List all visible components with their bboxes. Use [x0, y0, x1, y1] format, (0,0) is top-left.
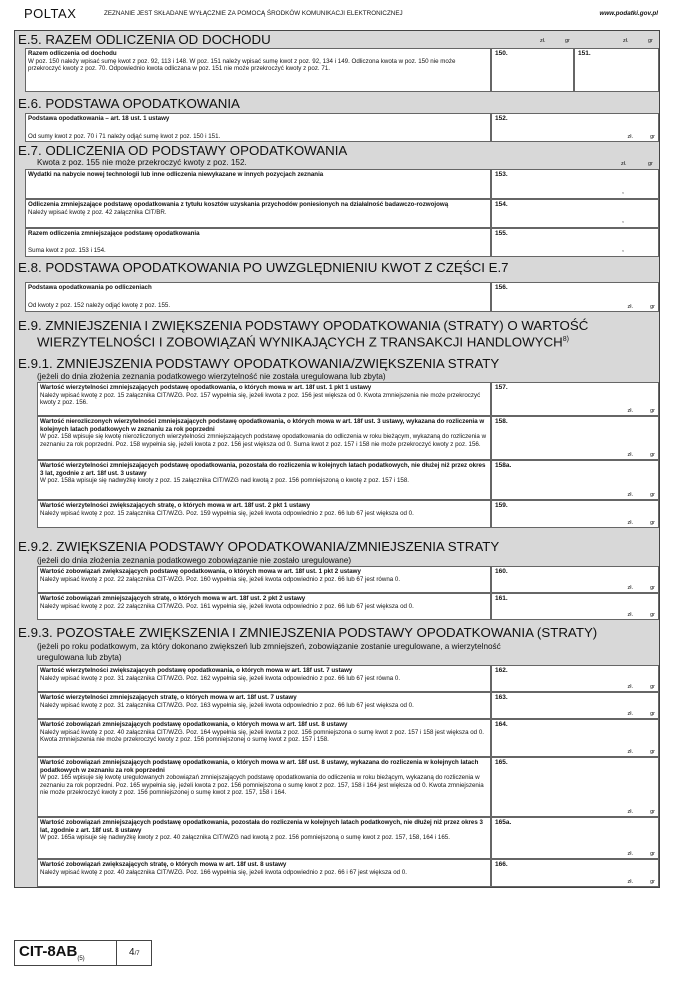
field-158a[interactable]: 158a. zł. gr	[491, 460, 659, 500]
field-161[interactable]: 161. zł. gr	[491, 593, 659, 620]
section-e91-title: E.9.1. ZMNIEJSZENIA PODSTAWY OPODATKOWANIA/ZWIĘKSZENIA STRATY	[18, 356, 500, 371]
field-163[interactable]: 163. zł. gr	[491, 692, 659, 719]
field-156[interactable]: 156. zł. gr	[491, 282, 659, 312]
section-e7-title: E.7. ODLICZENIA OD PODSTAWY OPODATKOWANIA	[18, 143, 348, 158]
section-e6-title: E.6. PODSTAWA OPODATKOWANIA	[18, 96, 240, 111]
row-159: Wartość wierzytelności zwiększających stratę, o których mowa w art. 18f ust. 2 pkt 1 ustawy Należy wpisać kwotę z poz. 15 załącznika CIT/WZG. Poz. 159 wypełnia się, jeżeli kwota odpowiednio z poz. 66 lub 67 jest większa od 0.	[37, 500, 491, 528]
row-162: Wartość wierzytelności zwiększających podstawę opodatkowania, o których mowa w art. 18f ust. 7 ustawy Należy wpisać kwotę z poz. 31 załącznika CIT/WZG. Poz. 162 wypełnia się, jeżeli kwota odpowiednio z poz. 66 lub 67 jest równa 0.	[37, 665, 491, 692]
row-150	[25, 48, 491, 92]
row-157: Wartość wierzytelności zmniejszających podstawę opodatkowania, o których mowa w art. 18f ust. 1 pkt 1 ustawy Należy wpisać kwotę z poz. 15 załącznika CIT/WZG. Poz. 157 wypełnia się, jeżeli kwota z poz. 156 jest większa od 0. Kwota zmniejszenia nie może przekroczyć kwoty z poz. 156.	[37, 382, 491, 416]
currency-gr: gr	[648, 38, 653, 44]
field-159[interactable]: 159. zł. gr	[491, 500, 659, 528]
section-e5-title: E.5. RAZEM ODLICZENIA OD DOCHODU	[18, 32, 271, 47]
row-165: Wartość zobowiązań zmniejszających podstawę opodatkowania, o których mowa w art. 18f ust. 8 ustawy, wykazana do rozliczenia w kolejnych latach podatkowych w zeznaniu za rok poprzedni W poz. 165 wpisuje się kwotę uregulowanych zobowiązań zmniejszających podstawę opodatkowania do odliczenia w roku bieżącym, wykazaną do rozliczenia w zeznaniu za rok poprzedni. Poz. 165 wypełnia się, jeżeli kwota z poz. 156 pomniejszona o sumę kwot z poz. 157, 158 i 164 jest większa od 0. Kwota zmniejszenia nie może przekroczyć kwoty z poz. 156 pomniejszonej o sumę kwot z poz. 157, 158 i 164.	[37, 757, 491, 817]
row-155: Razem odliczenia zmniejszające podstawę opodatkowania Suma kwot z poz. 153 i 154.	[25, 228, 491, 257]
row-153: Wydatki na nabycie nowej technologii lub inne odliczenia niewykazane w innych pozycjach zeznania	[25, 169, 491, 199]
row-158a: Wartość wierzytelności zmniejszających podstawę opodatkowania, pozostała do rozliczenia w kolejnych latach podatkowych, nie dłużej niż przez okres 3 lat, zgodnie z art. 18f ust. 3 ustawy W poz. 158a wpisuje się nadwyżkę kwoty z poz. 15 załącznika CIT/WZG nad kwotą z poz. 156 pomniejszoną o kwotę z poz. 157 i 158.	[37, 460, 491, 500]
row-text: W poz. 150 należy wpisać sumę kwot z poz. 92, 113 i 148. W poz. 151 należy wpisać sumę kwot z poz. 92, 134 i 149. Odliczona kwota w poz. 150 nie może przekroczyć kwoty z poz. 70. Odpowiednio kwota odliczana w poz. 151 nie może przekroczyć kwoty z poz. 71.	[28, 57, 456, 73]
section-e93-subtitle-line1: (jeżeli po roku podatkowym, za który dokonano zwiększeń lub zmniejszeń, zobowiązanie zostanie uregulowane, a wierzytelność	[37, 642, 501, 651]
row-154: Odliczenia zmniejszające podstawę opodatkowania z tytułu kosztów uzyskania przychodów poniesionych na działalność badawczo-rozwojową Należy wpisać kwotę z poz. 42 załącznika CIT/BR.	[25, 199, 491, 228]
header-url[interactable]: www.podatki.gov.pl	[599, 10, 658, 17]
row-160: Wartość zobowiązań zwiększających podstawę opodatkowania, o których mowa w art. 18f ust. 1 pkt 2 ustawy Należy wpisać kwotę z poz. 22 załącznika CIT-WZG. Poz. 160 wypełnia się, jeżeli kwota odpowiednio z poz. 66 lub 67 jest równa 0.	[37, 566, 491, 593]
page-number: 4/7	[129, 947, 140, 958]
field-154[interactable]: 154. ,	[491, 199, 659, 228]
header-note: ZEZNANIE JEST SKŁADANE WYŁĄCZNIE ZA POMOCĄ ŚRODKÓW KOMUNIKACJI ELEKTRONICZNEJ	[104, 10, 403, 17]
field-153[interactable]: 153. ,	[491, 169, 659, 199]
section-e92-subtitle: (jeżeli do dnia złożenia zeznania podatkowego zobowiązanie nie zostało uregulowane)	[37, 556, 352, 565]
field-166[interactable]: 166. zł. gr	[491, 859, 659, 887]
row-152: Podstawa opodatkowania – art. 18 ust. 1 ustawy Od sumy kwot z poz. 70 i 71 należy odjąć sumę kwot z poz. 150 i 151.	[25, 113, 491, 142]
row-165a: Wartość zobowiązań zmniejszających podstawę opodatkowania, pozostała do rozliczenia w kolejnych latach podatkowych, nie dłużej niż przez okres 3 lat, zgodnie z art. 18f ust. 8 ustawy W poz. 165a wpisuje się nadwyżkę kwoty z poz. 40 załącznika CIT/WZG nad kwotą z poz. 156 pomniejszoną o sumę kwot z poz. 157, 158, 164 i 165.	[37, 817, 491, 859]
section-e91-subtitle: (jeżeli do dnia złożenia zeznania podatkowego wierzytelność nie została uregulowana lub zbyta)	[37, 372, 386, 381]
section-e8-title: E.8. PODSTAWA OPODATKOWANIA PO UWZGLĘDNIENIU KWOT Z CZĘŚCI E.7	[18, 260, 509, 275]
field-165[interactable]: 165. zł. gr	[491, 757, 659, 817]
section-e7-subtitle: Kwota z poz. 155 nie może przekroczyć kwoty z poz. 152.	[37, 158, 247, 167]
currency-zl: zł.	[623, 38, 629, 44]
row-166: Wartość zobowiązań zwiększających stratę, o których mowa w art. 18f ust. 8 ustawy Należy wpisać kwotę z poz. 40 załącznika CIT/WZG. Poz. 166 wypełnia się, jeżeli kwota odpowiednio z poz. 66 i 67 jest większa od 0.	[37, 859, 491, 887]
field-151[interactable]: 151.	[574, 48, 659, 92]
document-header	[14, 6, 660, 22]
field-162[interactable]: 162. zł. gr	[491, 665, 659, 692]
field-150[interactable]: 150.	[491, 48, 574, 92]
field-155[interactable]: 155. ,	[491, 228, 659, 257]
section-e9-title-line2: WIERZYTELNOŚCI I ZOBOWIĄZAŃ WYNIKAJĄCYCH Z TRANSAKCJI HANDLOWYCH$^{8)}$	[37, 334, 570, 350]
section-e93-subtitle-line2: uregulowana lub zbyta)	[37, 653, 122, 662]
field-165a[interactable]: 165a. zł. gr	[491, 817, 659, 859]
form-page: E.5. RAZEM ODLICZENIA OD DOCHODU zł. gr zł. gr Razem odliczenia od dochodu W poz. 150 należy wpisać sumę kwot z poz. 92, 113 i 148. W poz. 151 należy wpisać sumę kwot z poz. 92, 134 i 149. Odliczona kwota w poz. 150 nie może przekroczyć kwoty z poz. 70. Odpowiednio kwota odliczana w poz. 151 nie może przekroczyć kwoty z poz. 71. 150. 151. E.6. PODSTAWA OPODATKOWANIA Podstawa opodatkowania – art. 18 ust. 1 ustawy Od sumy kwot z poz. 70 i 71 należy odjąć sumę kwot z poz. 150 i 151. 152. zł. gr E.7. ODLICZENIA OD PODSTAWY OPODATKOWANIA Kwota z poz. 155 nie może przekroczyć kwoty z poz. 152. zł. gr Wydatki na nabycie nowej technologii lub inne odliczenia niewykazane w innych pozycjach zeznania 153. , Odliczenia zmniejszające podstawę opodatkowania z tytułu kosztów uzyskania przychodów poniesionych na działalność badawczo-rozwojową Należy wpisać kwotę z poz. 42 załącznika CIT/BR. 154. , Razem odliczenia zmniejszające podstawę opodatkowania Suma kwot z poz. 153 i 154. 155. , E.8. PODSTAWA OPODATKOWANIA PO UWZGLĘDNIENIU KWOT Z CZĘŚCI E.7 Podstawa opodatkowania po odliczeniach Od kwoty z poz. 152 należy odjąć kwotę z poz. 155. 156. zł. gr E.9. ZMNIEJSZENIA I ZWIĘKSZENIA PODSTAWY OPODATKOWANIA (STRATY) O WARTOŚĆ WIERZYTELNOŚCI I ZOBOWIĄZAŃ WYNIKAJĄCYCH Z TRANSAKCJI HANDLOWYCH$^{8)}$ E.9.1. ZMNIEJSZENIA PODSTAWY OPODATKOWANIA/ZWIĘKSZENIA STRATY (jeżeli do dnia złożenia zeznania podatkowego wierzytelność nie została uregulowana lub zbyta) Wartość wierzytelności zmniejszających podstawę opodatkowania, o których mowa w art. 18f ust. 1 pkt 1 ustawy Należy wpisać kwotę z poz. 15 załącznika CIT/WZG. Poz. 157 wypełnia się, jeżeli kwota z poz. 156 jest większa od 0. Kwota zmniejszenia nie może przekroczyć kwoty z poz. 156. 157. zł. gr Wartość nierozliczonych wierzytelności zmniejszających podstawę opodatkowania, o których mowa w art. 18f ust. 3 ustawy, wykazana do rozliczenia w kolejnych latach podatkowych w zeznaniu za rok poprzedni W poz. 158 wpisuje się kwotę nierozliczonych wierzytelności zmniejszających podstawę opodatkowania do odliczenia w roku bieżącym, wykazaną do rozliczenia w zeznaniu za rok poprzedni. Poz. 158 wypełnia się, jeżeli kwota z poz. 156 jest większa od 0. Suma kwot z poz. 157 i 158 nie może przekroczyć kwoty z poz. 156. 158. zł. gr Wartość wierzytelności zmniejszających podstawę opodatkowania, pozostała do rozliczenia w kolejnych latach podatkowych, nie dłużej niż przez okres 3 lat, zgodnie z art. 18f ust. 3 ustawy W poz. 158a wpisuje się nadwyżkę kwoty z poz. 15 załącznika CIT/WZG nad kwotą z poz. 156 pomniejszoną o kwotę z poz. 157 i 158. 158a. zł. gr Wartość wierzytelności zwiększających stratę, o których mowa w art. 18f ust. 2 pkt 1 ustawy Należy wpisać kwotę z poz. 15 załącznika CIT/WZG. Poz. 159 wypełnia się, jeżeli kwota odpowiednio z poz. 66 lub 67 jest większa od 0. 159. zł. gr E.9.2. ZWIĘKSZENIA PODSTAWY OPODATKOWANIA/ZMNIEJSZENIA STRATY (jeżeli do dnia złożenia zeznania podatkowego zobowiązanie nie zostało uregulowane) Wartość zobowiązań zwiększających podstawę opodatkowania, o których mowa w art. 18f ust. 1 pkt 2 ustawy Należy wpisać kwotę z poz. 22 załącznika CIT-WZG. Poz. 160 wypełnia się, jeżeli kwota odpowiednio z poz. 66 lub 67 jest równa 0. 160. zł. gr Wartość zobowiązań zmniejszających stratę, o których mowa w art. 18f ust. 2 pkt 2 ustawy Należy wpisać kwotę z poz. 22 załącznika CIT/WZG. Poz. 161 wypełnia się, jeżeli kwota odpowiednio z poz. 66 lub 67 jest większa od 0. 161. zł. gr E.9.3. POZOSTAŁE ZWIĘKSZENIA I ZMNIEJSZENIA PODSTAWY OPODATKOWANIA (STRATY) (jeżeli po roku podatkowym, za który dokonano zwiększeń lub zmniejszeń, zobowiązanie zostanie uregulowane, a wierzytelność uregulowana lub zbyta) Wartość wierzytelności zwiększających podstawę opodatkowania, o których mowa w art. 18f ust. 7 ustawy Należy wpisać kwotę z poz. 31 załącznika CIT/WZG. Poz. 162 wypełnia się, jeżeli kwota odpowiednio z poz. 66 lub 67 jest równa 0. 162. zł. gr Wartość wierzytelności zmniejszających stratę, o których mowa w art. 18f ust. 7 ustawy Należy wpisać kwotę z poz. 31 załącznika CIT/WZG. Poz. 163 wypełnia się, jeżeli kwota odpowiednio z poz. 66 lub 67 jest większa od 0. 163. zł. gr Wartość zobowiązań zmniejszających podstawę opodatkowania, o których mowa w art. 18f ust. 8 ustawy Należy wpisać kwotę z poz. 40 załącznika CIT/WZG. Poz. 164 wypełnia się, jeżeli kwota z poz. 156 pomniejszona o sumę kwot z poz. 157 i 158 jest większa od 0. Kwota zmniejszenia nie może przekroczyć kwoty z poz. 156 pomniejszonej o sumę kwot z poz. 157 i 158. 164. zł. gr Wartość zobowiązań zmniejszających podstawę opodatkowania, o których mowa w art. 18f ust. 8 ustawy, wykazana do rozliczenia w kolejnych latach podatkowych w zeznaniu za rok poprzedni W poz. 165 wpisuje się kwotę uregulowanych zobowiązań zmniejszających podstawę opodatkowania do odliczenia w roku bieżącym, wykazaną do rozliczenia w zeznaniu za rok poprzedni. Poz. 165 wypełnia się, jeżeli kwota z poz. 156 pomniejszona o sumę kwot z poz. 157, 158 i 164 jest większa od 0. Kwota zmniejszenia nie może przekroczyć kwoty z poz. 156 pomniejszonej o sumę kwot z poz. 157, 158 i 164. 165. zł. gr Wartość zobowiązań zmniejszających podstawę opodatkowania, pozostała do rozliczenia w kolejnych latach podatkowych, nie dłużej niż przez okres 3 lat, zgodnie z art. 18f ust. 8 ustawy W poz. 165a wpisuje się nadwyżkę kwoty z poz. 40 załącznika CIT/WZG nad kwotą z poz. 156 pomniejszoną o sumę kwot z poz. 157, 158, 164 i 165. 165a. zł. gr Wartość zobowiązań zwiększających stratę, o których mowa w art. 18f ust. 8 ustawy Należy wpisać kwotę z poz. 40 załącznika CIT/WZG. Poz. 166 wypełnia się, jeżeli kwota odpowiednio z poz. 66 i 67 jest większa od 0. 166. zł. gr	[14, 30, 660, 888]
section-e9-title-line1: E.9. ZMNIEJSZENIA I ZWIĘKSZENIA PODSTAWY OPODATKOWANIA (STRATY) O WARTOŚĆ	[18, 318, 589, 333]
section-e92-title: E.9.2. ZWIĘKSZENIA PODSTAWY OPODATKOWANIA/ZMNIEJSZENIA STRATY	[18, 539, 500, 554]
row-161: Wartość zobowiązań zmniejszających stratę, o których mowa w art. 18f ust. 2 pkt 2 ustawy Należy wpisać kwotę z poz. 22 załącznika CIT/WZG. Poz. 161 wypełnia się, jeżeli kwota odpowiednio z poz. 66 lub 67 jest większa od 0.	[37, 593, 491, 620]
currency-gr: gr	[565, 38, 570, 44]
field-160[interactable]: 160. zł. gr	[491, 566, 659, 593]
field-152[interactable]: 152. zł. gr	[491, 113, 659, 142]
row-163: Wartość wierzytelności zmniejszających stratę, o których mowa w art. 18f ust. 7 ustawy Należy wpisać kwotę z poz. 31 załącznika CIT/WZG. Poz. 163 wypełnia się, jeżeli kwota odpowiednio z poz. 66 lub 67 jest większa od 0.	[37, 692, 491, 719]
field-164[interactable]: 164. zł. gr	[491, 719, 659, 757]
row-156: Podstawa opodatkowania po odliczeniach Od kwoty z poz. 152 należy odjąć kwotę z poz. 155.	[25, 282, 491, 312]
form-code-box	[14, 940, 152, 966]
poltax-logo: POLTAX	[24, 6, 77, 21]
field-157[interactable]: 157. zł. gr	[491, 382, 659, 416]
row-title: Razem odliczenia od dochodu	[28, 50, 117, 57]
row-158: Wartość nierozliczonych wierzytelności zmniejszających podstawę opodatkowania, o których mowa w art. 18f ust. 3 ustawy, wykazana do rozliczenia w kolejnych latach podatkowych w zeznaniu za rok poprzedni W poz. 158 wpisuje się kwotę nierozliczonych wierzytelności zmniejszających podstawę opodatkowania do odliczenia w roku bieżącym, wykazaną do rozliczenia w zeznaniu za rok poprzedni. Poz. 158 wypełnia się, jeżeli kwota z poz. 156 jest większa od 0. Suma kwot z poz. 157 i 158 nie może przekroczyć kwoty z poz. 156.	[37, 416, 491, 460]
field-158[interactable]: 158. zł. gr	[491, 416, 659, 460]
form-code: CIT-$8AB_{(5)}$	[19, 943, 85, 962]
currency-zl: zł.	[540, 38, 546, 44]
section-e93-title: E.9.3. POZOSTAŁE ZWIĘKSZENIA I ZMNIEJSZENIA PODSTAWY OPODATKOWANIA (STRATY)	[18, 625, 598, 640]
row-164: Wartość zobowiązań zmniejszających podstawę opodatkowania, o których mowa w art. 18f ust. 8 ustawy Należy wpisać kwotę z poz. 40 załącznika CIT/WZG. Poz. 164 wypełnia się, jeżeli kwota z poz. 156 pomniejszona o sumę kwot z poz. 157 i 158 jest większa od 0. Kwota zmniejszenia nie może przekroczyć kwoty z poz. 156 pomniejszonej o sumę kwot z poz. 157 i 158.	[37, 719, 491, 757]
